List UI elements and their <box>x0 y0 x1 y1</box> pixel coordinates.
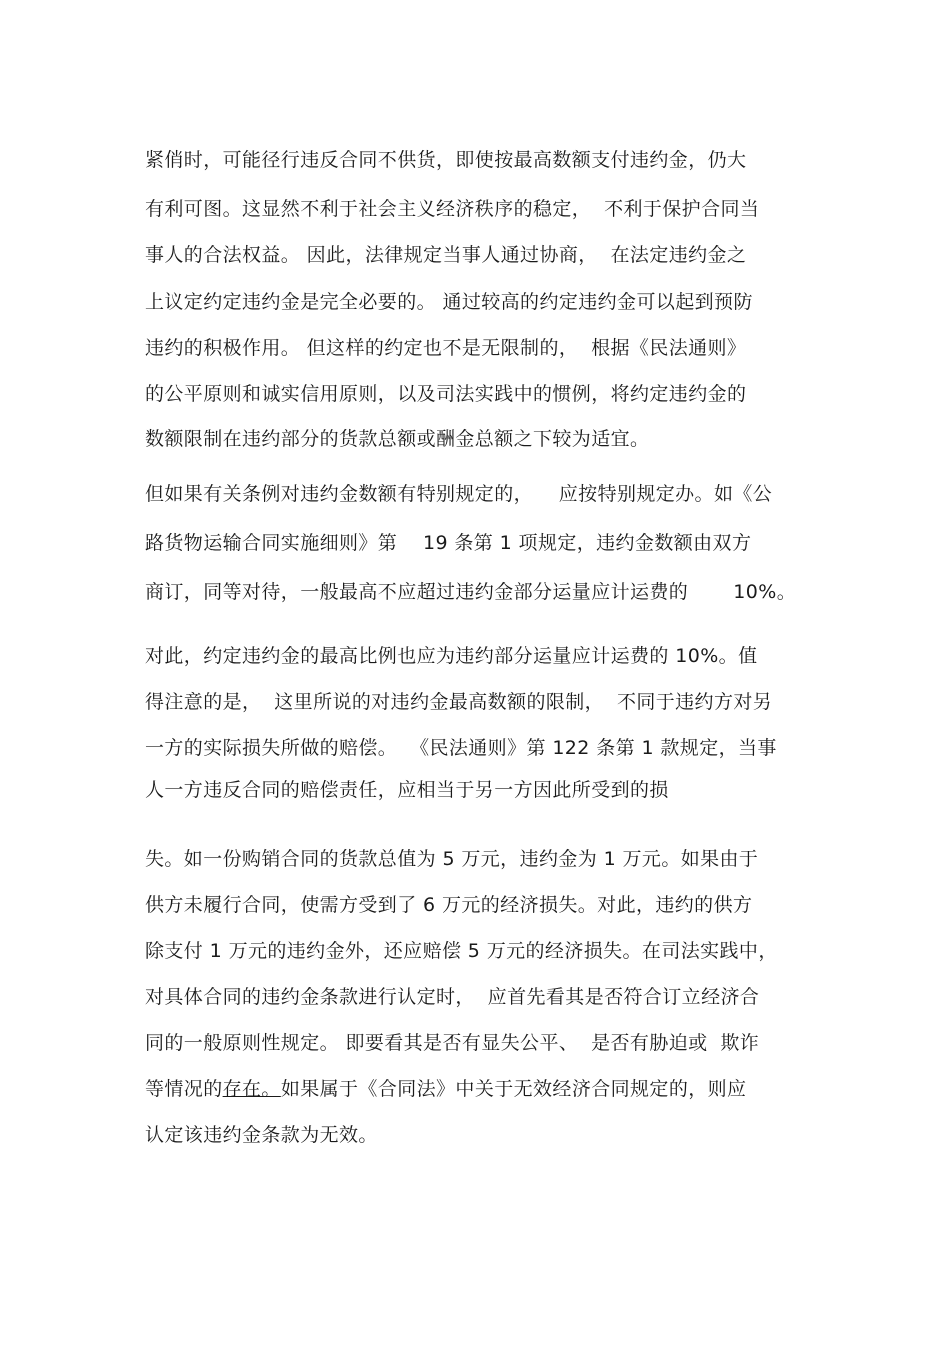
text-line: 事人的合法权益。 因此，法律规定当事人通过协商， 在法定违约金之 <box>145 244 747 266</box>
text-line: 商订，同等对待，一般最高不应超过违约金部分运量应计运费的 10%。 <box>145 581 797 603</box>
text-line: 除支付 1 万元的违约金外，还应赔偿 5 万元的经济损失。在司法实践中， <box>145 940 778 962</box>
text-line: 违约的积极作用。 但这样的约定也不是无限制的， 根据《民法通则》 <box>145 337 747 359</box>
text-line: 但如果有关条例对违约金数额有特别规定的， 应按特别规定办。如《公 <box>145 483 773 505</box>
text-line: 路货物运输合同实施细则》第 19 条第 1 项规定，违约金数额由双方 <box>145 532 752 554</box>
text-line: 人一方违反合同的赔偿责任，应相当于另一方因此所受到的损 <box>145 779 669 801</box>
text-line: 上议定约定违约金是完全必要的。 通过较高的约定违约金可以起到预防 <box>145 291 753 313</box>
text-line: 紧俏时，可能径行违反合同不供货，即使按最高数额支付违约金，仍大 <box>145 149 747 171</box>
text-line: 对具体合同的违约金条款进行认定时， 应首先看其是否符合订立经济合 <box>145 986 760 1008</box>
text-segment: 等情况的 <box>145 1078 223 1100</box>
text-line: 同的一般原则性规定。 即要看其是否有显失公平、 是否有胁迫或 欺诈 <box>145 1032 760 1054</box>
text-line: 失。如一份购销合同的货款总值为 5 万元，违约金为 1 万元。如果由于 <box>145 848 759 870</box>
text-line: 供方未履行合同，使需方受到了 6 万元的经济损失。对此，违约的供方 <box>145 894 753 916</box>
text-line: 认定该违约金条款为无效。 <box>145 1124 378 1146</box>
text-line: 一方的实际损失所做的赔偿。 《民法通则》第 122 条第 1 款规定，当事 <box>145 737 777 759</box>
underlined-text: 存在。 <box>222 1078 281 1100</box>
text-line-with-underline <box>145 1077 746 1101</box>
text-line: 对此，约定违约金的最高比例也应为违约部分运量应计运费的 10%。值 <box>145 645 758 667</box>
text-line: 数额限制在违约部分的货款总额或酬金总额之下较为适宜。 <box>145 428 650 450</box>
text-line: 得注意的是， 这里所说的对违约金最高数额的限制， 不同于违约方对另 <box>145 691 773 713</box>
text-line: 的公平原则和诚实信用原则，以及司法实践中的惯例，将约定违约金的 <box>145 383 747 405</box>
text-line: 有利可图。这显然不利于社会主义经济秩序的稳定， 不利于保护合同当 <box>145 198 760 220</box>
text-segment: 如果属于《合同法》中关于无效经济合同规定的，则应 <box>280 1078 747 1100</box>
